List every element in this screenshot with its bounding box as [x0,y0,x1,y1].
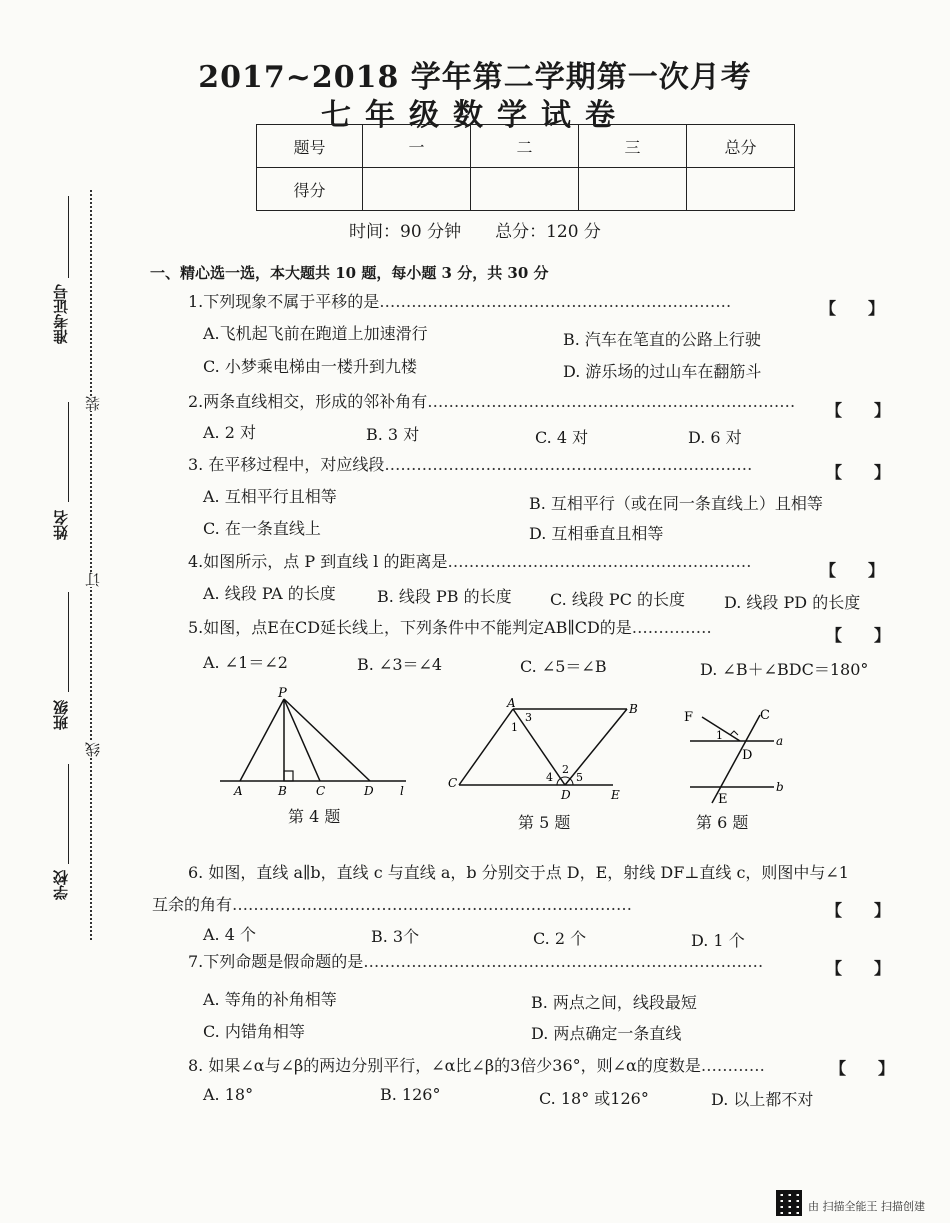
field-label-school: 学校 [52,870,70,900]
option: D. 以上都不对 [711,1090,814,1109]
question-stem [188,452,752,475]
fig5-label: E [611,788,620,802]
option: D. 1 个 [691,931,745,950]
question-stem [188,615,712,638]
answer-bracket[interactable]: 【 】 [826,959,891,978]
option: B. 126° [380,1085,441,1104]
option: A. 18° [203,1085,254,1104]
figure-5-caption: 第 5 题 [518,813,571,832]
fig6-label: C [760,708,770,723]
field-line-class[interactable] [68,592,69,692]
fig5-label: C [448,776,458,790]
fig4-right-angle [284,771,293,781]
fig5-angle-label: 2 [562,763,569,776]
option: D. 两点确定一条直线 [531,1024,682,1043]
dot-leader: …………………………………………………………… [427,392,796,411]
option: D. 线段 PD 的长度 [724,593,861,612]
question-text: 1.下列现象不属于平移的是 [188,292,380,311]
binding-char-xian: 线 [84,742,102,757]
figure-5 [445,695,645,807]
fig4-segment-pd [284,699,370,781]
fig5-angle-label: 1 [511,721,518,734]
option: B. 两点之间，线段最短 [531,993,697,1012]
option: D. 互相垂直且相等 [529,524,664,543]
answer-bracket[interactable]: 【 】 [826,626,891,645]
question-text: 4.如图所示，点 P 到直线 l 的距离是 [188,552,448,571]
score-cell-empty[interactable] [471,168,579,211]
fig6-label: D [742,748,753,763]
question-text: 3. 在平移过程中，对应线段 [188,455,385,474]
fig4-label: C [316,784,326,797]
field-label-name: 姓名 [52,510,70,540]
exam-title: 2017~2018 学年第二学期第一次月考 [198,60,752,95]
question-text: 互余的角有 [152,895,233,914]
binding-dotted-line [90,190,92,940]
option: B. 3个 [371,927,420,946]
question-stem [188,389,795,412]
fig6-angle-label: 1 [716,729,723,742]
fig4-segment-pc [284,699,320,781]
option: A.飞机起飞前在跑道上加速滑行 [203,324,428,343]
option: C. 小梦乘电梯由一楼升到九楼 [203,357,417,376]
option: A. 等角的补角相等 [203,990,337,1009]
question-text: 2.两条直线相交，形成的邻补角有 [188,392,428,411]
field-label-exam-number: 准考证号 [52,284,70,344]
answer-bracket[interactable]: 【 】 [826,901,891,920]
field-line-school[interactable] [68,764,69,864]
option: C. 在一条直线上 [203,519,321,538]
score-cell: 总分 [687,125,795,168]
option: C. 2 个 [533,929,587,948]
answer-bracket[interactable]: 【 】 [830,1059,895,1078]
exam-subtitle: 七年级数学试卷 [321,98,629,133]
field-line-exam-number[interactable] [68,196,69,278]
qr-code-icon [776,1190,802,1216]
option: C. 线段 PC 的长度 [550,590,686,609]
fig6-label: E [718,792,728,807]
fig5-angle-label: 4 [546,771,553,784]
scanner-watermark: 由 扫描全能王 扫描创建 [808,1200,925,1213]
fig4-label: B [278,784,287,797]
option: B. ∠3＝∠4 [357,655,443,674]
option: D. ∠B＋∠BDC＝180° [700,660,869,679]
fig5-label: A [507,696,516,710]
question-text: 8. 如果∠α与∠β的两边分别平行，∠α比∠β的3倍少36°，则∠α的度数是 [188,1056,701,1075]
exam-meta: 时间：90 分钟 总分：120 分 [349,222,601,242]
fig6-label: F [684,710,694,725]
score-table-row-header [257,125,795,168]
option: D. 游乐场的过山车在翻筋斗 [563,362,762,381]
question-text: 5.如图，点E在CD延长线上，下列条件中不能判定AB∥CD的是 [188,618,632,637]
question-stem [188,549,752,572]
fig5-label: D [561,788,571,802]
fig4-label: P [278,686,287,701]
score-cell-empty[interactable] [363,168,471,211]
binding-char-zhuang: 装 [84,396,102,411]
dot-leader: ………………………………………………………… [379,292,732,311]
option: B. 3 对 [366,425,420,444]
fig5-segment-ad [513,709,565,785]
option: A. 4 个 [203,925,256,944]
binding-char-ding: 订 [84,572,102,587]
option: C. 内错角相等 [203,1022,305,1041]
answer-bracket[interactable]: 【 】 [826,463,891,482]
option: C. 4 对 [535,428,589,447]
question-stem [188,289,731,312]
question-text: 7.下列命题是假命题的是 [188,952,364,971]
option: A. 2 对 [203,423,256,442]
option: D. 6 对 [688,428,742,447]
option: A. ∠1＝∠2 [203,653,288,672]
figure-4 [220,685,420,797]
figure-4-caption: 第 4 题 [288,807,341,826]
fig6-label: a [776,734,784,748]
score-table [256,124,795,211]
option: C. ∠5＝∠B [520,657,607,676]
score-cell: 二 [471,125,579,168]
answer-bracket[interactable]: 【 】 [820,561,885,580]
dot-leader: ………… [700,1056,765,1075]
fig4-segment-pa [240,699,284,781]
score-cell: 一 [363,125,471,168]
dot-leader: …………………………………………………………… [384,455,753,474]
score-cell-empty[interactable] [579,168,687,211]
score-cell: 得分 [257,168,363,211]
score-table-row-scores [257,168,795,211]
option: A. 互相平行且相等 [203,487,337,506]
fig6-label: b [776,780,784,794]
answer-bracket[interactable]: 【 】 [826,401,891,420]
question-stem [188,949,763,972]
field-label-class: 班级 [52,700,70,730]
fig5-angle-label: 5 [576,771,583,784]
figure-6 [678,703,788,808]
option: B. 互相平行（或在同一条直线上）且相等 [529,494,823,513]
option: B. 汽车在笔直的公路上行驶 [563,330,761,349]
score-cell: 三 [579,125,687,168]
question-stem [188,1053,765,1076]
section-title: 一、精心选一选，本大题共 10 题，每小题 3 分，共 30 分 [150,264,549,282]
option: A. 线段 PA 的长度 [203,584,336,603]
dot-leader: ………………………………………………………………… [363,952,764,971]
fig4-label: l [400,784,404,797]
fig5-label: B [629,702,638,716]
option: B. 线段 PB 的长度 [377,587,512,606]
dot-leader: …………… [631,618,712,637]
fig5-segment-db [565,709,627,785]
field-line-name[interactable] [68,402,69,502]
score-cell-empty[interactable] [687,168,795,211]
score-cell: 题号 [257,125,363,168]
option: C. 18° 或126° [539,1089,649,1108]
fig5-angle-label: 3 [525,711,532,724]
question-stem: 6. 如图，直线 a∥b，直线 c 与直线 a，b 分别交于点 D，E，射线 DF⊥直线 c，则图中与∠1 [188,863,849,882]
fig4-label: D [364,784,374,797]
fig4-label: A [234,784,243,797]
figure-6-caption: 第 6 题 [696,813,749,832]
fig6-right-angle [730,731,738,735]
question-stem-cont [152,892,632,915]
fig5-segment-ac [459,709,513,785]
dot-leader: ………………………………………………………………… [232,895,633,914]
answer-bracket[interactable]: 【 】 [820,299,885,318]
dot-leader: ………………………………………………… [447,552,752,571]
